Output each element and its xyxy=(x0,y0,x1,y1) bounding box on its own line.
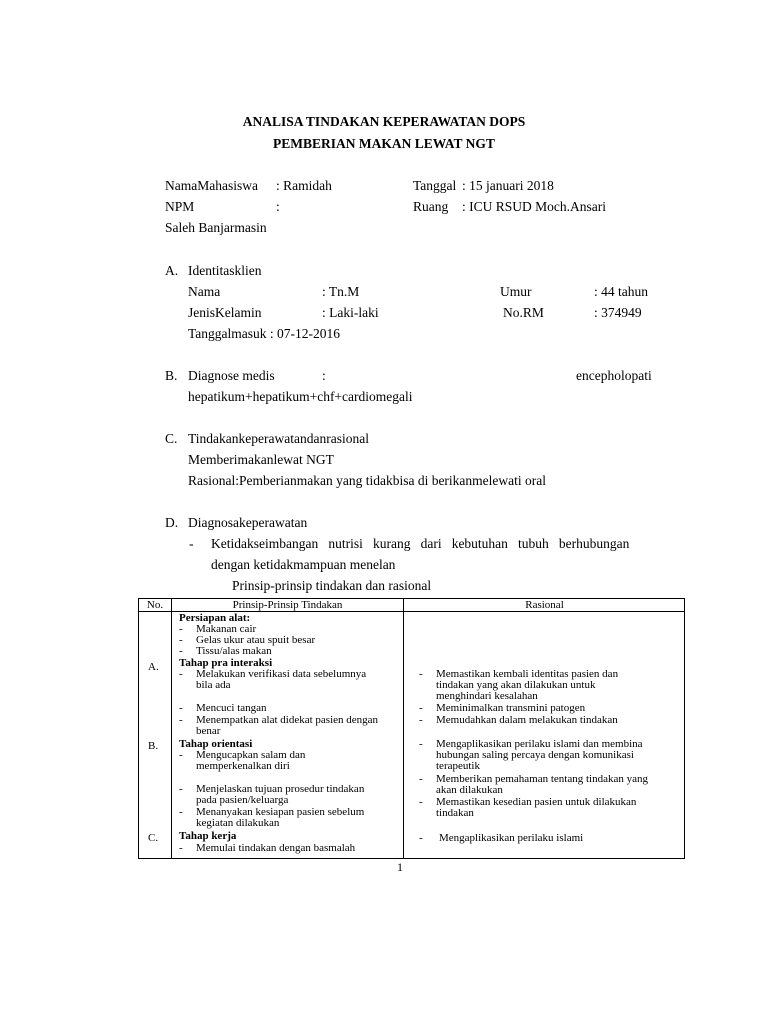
section-b-letter: B. xyxy=(165,368,178,383)
section-a-heading: Identitasklien xyxy=(188,263,262,278)
list-dash: - xyxy=(179,783,183,795)
section-c-heading: Tindakankeperawatandanrasional xyxy=(188,431,369,446)
list-dash: - xyxy=(419,832,423,844)
student-name-label: NamaMahasiswa xyxy=(165,178,258,193)
section-d-letter: D. xyxy=(165,515,179,530)
action-item-cont: memperkenalkan diri xyxy=(196,760,290,772)
date-label: Tanggal xyxy=(413,178,457,193)
list-dash: - xyxy=(179,714,183,726)
rationale-item: Mengaplikasikan perilaku islami dan membina xyxy=(436,738,643,750)
patient-name-value: : Tn.M xyxy=(322,284,360,299)
action-line: Memberimakanlewat NGT xyxy=(188,452,334,467)
action-item: Menanyakan kesiapan pasien sebelum xyxy=(196,806,365,818)
patient-name-label: Nama xyxy=(188,284,221,299)
prep-item: Tissu/alas makan xyxy=(196,645,272,657)
date-value: : 15 januari 2018 xyxy=(462,178,554,193)
list-dash: - xyxy=(419,773,423,785)
document-subtitle: PEMBERIAN MAKAN LEWAT NGT xyxy=(273,136,495,151)
section-d-heading: Diagnosakeperawatan xyxy=(188,515,308,530)
nursing-diagnosis-line2: dengan ketidakmampuan menelan xyxy=(211,557,396,572)
list-dash: - xyxy=(419,702,423,714)
age-value: : 44 tahun xyxy=(594,284,648,299)
row-no-c: C. xyxy=(148,832,159,844)
rationale-item-cont: hubungan saling percaya dengan komunikasi xyxy=(436,749,634,761)
admission-date: Tanggalmasuk : 07-12-2016 xyxy=(188,326,341,341)
npm-label: NPM xyxy=(165,199,195,214)
action-item-cont: pada pasien/keluarga xyxy=(196,794,289,806)
action-item-cont: benar xyxy=(196,725,221,737)
pre-interaction-heading: Tahap pra interaksi xyxy=(179,657,273,669)
list-dash: - xyxy=(179,806,183,818)
action-item: Menempatkan alat didekat pasien dengan xyxy=(196,714,379,726)
table-caption: Prinsip-prinsip tindakan dan rasional xyxy=(232,578,432,593)
orientation-heading: Tahap orientasi xyxy=(179,738,253,750)
document-title: ANALISA TINDAKAN KEPERAWATAN DOPS xyxy=(242,114,526,129)
action-item: Menjelaskan tujuan prosedur tindakan xyxy=(196,783,365,795)
principles-table xyxy=(138,598,685,859)
npm-value: : xyxy=(276,199,280,214)
rationale-line: Rasional:Pemberianmakan yang tidakbisa di berikanmelewati oral xyxy=(188,473,547,488)
rationale-item-cont: tindakan yang akan dilakukan untuk xyxy=(436,679,596,691)
header-principles: Prinsip-Prinsip Tindakan xyxy=(232,599,343,611)
list-dash: - xyxy=(179,842,183,854)
age-label: Umur xyxy=(500,284,532,299)
student-name-value: : Ramidah xyxy=(276,178,332,193)
header-no: No. xyxy=(146,599,164,611)
medical-diagnosis-cont: hepatikum+hepatikum+chf+cardiomegali xyxy=(188,389,413,404)
medical-diagnosis-start: encepholopati xyxy=(576,368,652,383)
gender-label: JenisKelamin xyxy=(188,305,262,320)
section-c-letter: C. xyxy=(165,431,178,446)
nursing-diagnosis-line1: Ketidakseimbangan nutrisi kurang dari kebutuhan tubuh berhubungan xyxy=(211,536,630,551)
room-value: : ICU RSUD Moch.Ansari xyxy=(462,199,606,214)
list-dash: - xyxy=(419,714,423,726)
list-dash: - xyxy=(179,668,183,680)
room-value-continued: Saleh Banjarmasin xyxy=(165,220,267,235)
list-dash: - xyxy=(179,645,183,657)
nursing-dx-dash: - xyxy=(189,536,194,551)
rationale-item-cont: tindakan xyxy=(436,807,474,819)
rationale-item: Mengaplikasikan perilaku islami xyxy=(439,832,584,844)
section-b-colon: : xyxy=(322,368,326,383)
row-no-a: A. xyxy=(148,661,159,673)
list-dash: - xyxy=(179,702,183,714)
header-rationale: Rasional xyxy=(525,599,564,611)
action-item: Melakukan verifikasi data sebelumnya xyxy=(196,668,367,680)
section-b-heading: Diagnose medis xyxy=(188,368,275,383)
prep-heading: Persiapan alat: xyxy=(179,612,251,624)
rm-label: No.RM xyxy=(503,305,544,320)
rationale-item: Memberikan pemahaman tentang tindakan yang xyxy=(436,773,648,785)
room-label: Ruang xyxy=(413,199,449,214)
rationale-item-cont: terapeutik xyxy=(436,760,480,772)
section-a-letter: A. xyxy=(165,263,179,278)
list-dash: - xyxy=(419,738,423,750)
prep-item: Gelas ukur atau spuit besar xyxy=(196,634,316,646)
action-item-cont: bila ada xyxy=(196,679,231,691)
rationale-item: Memastikan kembali identitas pasien dan xyxy=(436,668,619,680)
rationale-item-cont: akan dilakukan xyxy=(436,784,503,796)
action-item: Mengucapkan salam dan xyxy=(196,749,306,761)
action-item-cont: kegiatan dilakukan xyxy=(196,817,280,829)
action-item: Memulai tindakan dengan basmalah xyxy=(196,842,356,854)
rationale-item: Meminimalkan transmini patogen xyxy=(436,702,586,714)
rationale-item: Memastikan kesedian pasien untuk dilakukan xyxy=(436,796,637,808)
prep-item: Makanan cair xyxy=(196,623,257,635)
list-dash: - xyxy=(179,634,183,646)
rationale-item-cont: menghindari kesalahan xyxy=(436,690,538,702)
page-number: 1 xyxy=(397,860,403,874)
list-dash: - xyxy=(179,623,183,635)
action-item: Mencuci tangan xyxy=(196,702,267,714)
row-no-b: B. xyxy=(148,740,159,752)
rationale-item: Memudahkan dalam melakukan tindakan xyxy=(436,714,618,726)
gender-value: : Laki-laki xyxy=(322,305,379,320)
list-dash: - xyxy=(419,796,423,808)
work-heading: Tahap kerja xyxy=(179,830,237,842)
list-dash: - xyxy=(419,668,423,680)
rm-value: : 374949 xyxy=(594,305,642,320)
list-dash: - xyxy=(179,749,183,761)
